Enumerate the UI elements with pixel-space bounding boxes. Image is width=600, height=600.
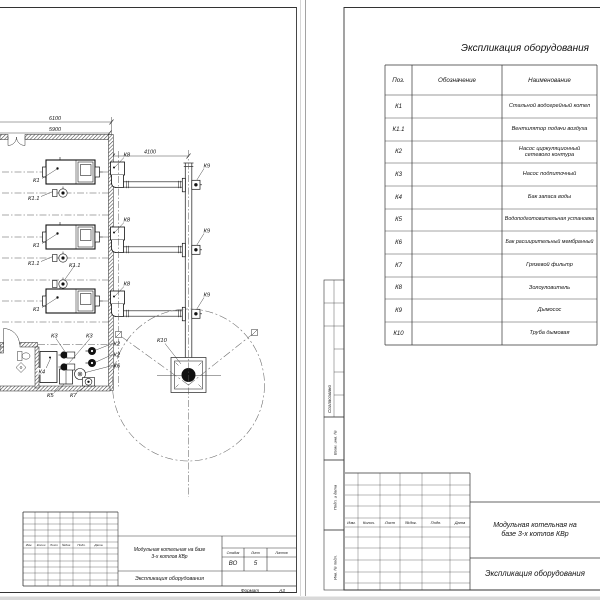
rev-header: Колич. (362, 520, 376, 525)
pump-room-equipment (40, 347, 96, 386)
label-k2: К2 (113, 352, 121, 359)
label-k1: К1 (33, 178, 40, 184)
row-name: Насос циркуляционный сетевого контура (518, 145, 581, 158)
stamp-replace-inv: Взам. инв. № (332, 430, 338, 455)
label-k1: К1 (33, 243, 40, 249)
label-k8: К8 (123, 152, 131, 159)
sheet-value: 5 (253, 560, 258, 567)
row-name: Бак запаса воды (527, 194, 572, 201)
sheets-value (267, 557, 296, 570)
stamp-inv-orig: Инв. № подл. (332, 555, 338, 580)
rev-header: №док. (405, 520, 417, 525)
row-pos: К6 (395, 239, 402, 246)
row-pos: К3 (395, 171, 402, 178)
sheet-header: Лист (251, 550, 260, 555)
label-k11: К1.1 (69, 263, 81, 269)
label-k8: К8 (123, 281, 131, 288)
rev-header: Дата (94, 543, 103, 547)
boiler-3 (43, 286, 103, 313)
rev-header: Изм. (347, 520, 356, 525)
rev-header: Дата (454, 520, 466, 525)
guy-anchors (116, 330, 258, 338)
row-name: Грязевой фильтр (526, 262, 573, 269)
rev-header: Колич. (36, 543, 47, 547)
row-pos: К7 (395, 262, 402, 269)
row-name: Насос подпиточный (522, 171, 577, 178)
row-pos: К8 (395, 285, 402, 291)
project-title: Модульная котельная на базе 3-х котлов КВр (493, 521, 577, 538)
dim-4100: 4100 (144, 149, 156, 156)
doors (4, 137, 26, 345)
water-tank (40, 352, 57, 383)
sheets-header: Листов (275, 550, 288, 555)
dim-5900: 5900 (49, 127, 61, 133)
label-k8: К8 (123, 217, 131, 224)
vertical-axes (118, 150, 188, 497)
fan-2 (53, 252, 68, 263)
row-pos: К10 (393, 330, 404, 337)
label-k3: К3 (51, 333, 58, 340)
rev-header: Лист (50, 543, 58, 547)
circ-pump-1 (86, 347, 97, 355)
project-title: Модульная котельная на базе 3-х котлов КВр (133, 547, 206, 560)
stage-header: Стадия (226, 550, 240, 555)
row-name: Золоуловитель (528, 284, 571, 291)
rev-header: Подп. (430, 520, 442, 525)
row-pos: К5 (395, 217, 402, 223)
row-pos: К2 (395, 149, 402, 155)
col-header-designation: Обозначение (438, 76, 476, 84)
toilet-icon (16, 352, 30, 373)
label-k6: К6 (113, 363, 121, 370)
circ-pump-2 (86, 359, 97, 367)
doc-title: Экспликация оборудования (485, 569, 585, 578)
label-k11: К1.1 (28, 261, 40, 267)
rev-header: Лист (384, 520, 396, 525)
equipment-table-title: Экспликация оборудования (461, 42, 589, 54)
stamp-sign-date: Подп. и дата (332, 484, 338, 510)
label-k7: К7 (70, 393, 77, 399)
rev-header: Подп. (77, 543, 86, 547)
col-header-name: Наименование (528, 76, 571, 84)
doc-title: Экспликация оборудования (135, 575, 204, 582)
label-k11: К1.1 (28, 196, 40, 202)
rev-header: №док. (61, 543, 72, 547)
label-k3: К3 (86, 333, 93, 340)
chimney (157, 358, 221, 393)
label-k1: К1 (33, 307, 40, 313)
dim-6100: 6100 (49, 116, 61, 122)
label-k9: К9 (203, 228, 211, 235)
stamp-column (324, 280, 344, 590)
row-name: Водоподготовительная установка (504, 216, 595, 223)
row-name: Дымосос (537, 307, 562, 314)
fan-1 (53, 187, 68, 198)
row-pos: К1.1 (392, 126, 405, 133)
row-pos: К4 (395, 194, 402, 201)
row-pos: К9 (395, 307, 402, 314)
label-k9: К9 (203, 163, 211, 170)
row-name: Вентилятор подачи воздуха (511, 126, 588, 133)
row-pos: К1 (395, 103, 402, 110)
label-k4: К4 (38, 369, 46, 376)
boilers (43, 157, 103, 313)
label-k5: К5 (47, 393, 54, 399)
stage-value: ВО (228, 560, 238, 567)
format-label: Формат (240, 588, 260, 593)
label-k10: К10 (157, 338, 167, 344)
col-header-pos: Поз. (392, 76, 405, 84)
row-name: Бак расширительный мембранный (505, 238, 594, 245)
desktop-strip (0, 597, 600, 600)
row-name: Труба дымовая (529, 330, 570, 337)
boiler-1 (43, 157, 103, 184)
feed-pump-1 (59, 351, 75, 358)
boiler-2 (43, 222, 103, 249)
label-k9: К9 (203, 292, 211, 299)
row-name: Стальной водогрейный котел (508, 103, 591, 110)
format-value: А3 (279, 588, 285, 593)
label-k2: К2 (113, 341, 121, 348)
stamp-approved: Согласовано (327, 384, 332, 413)
rev-header: Изм. (25, 543, 33, 547)
